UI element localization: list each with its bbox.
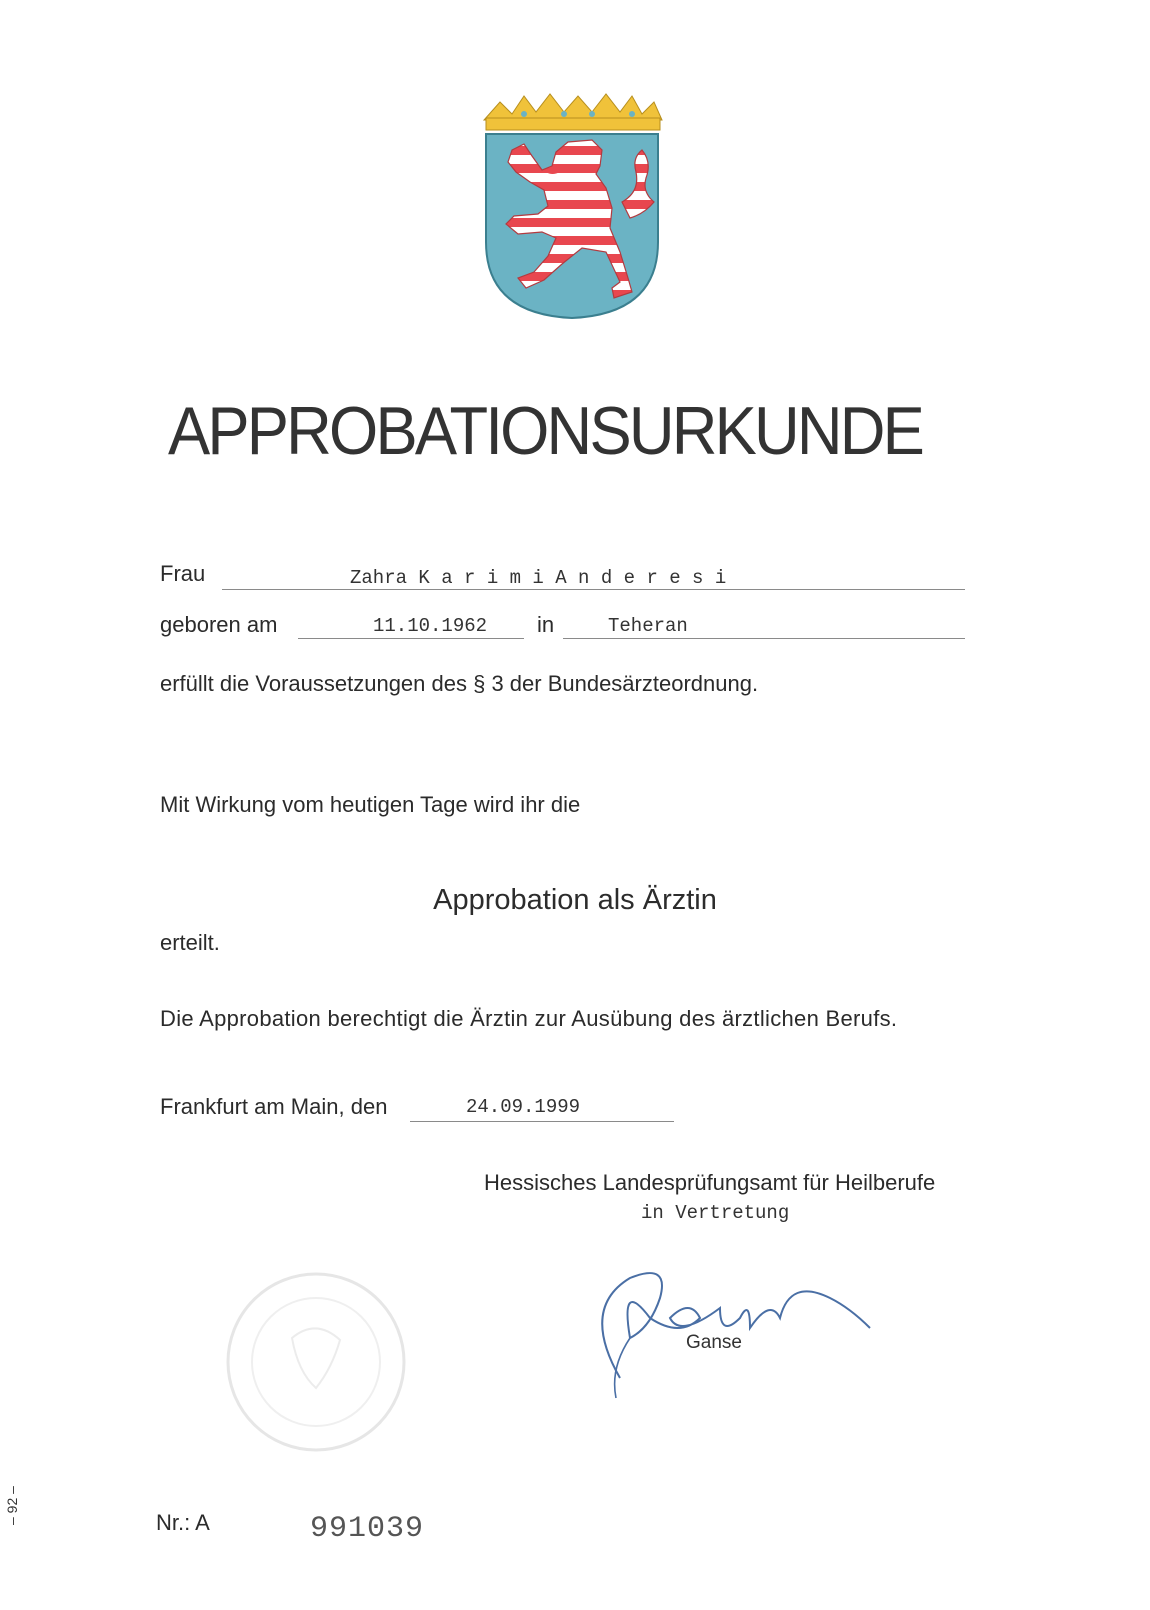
salutation-label: Frau (160, 561, 206, 586)
in-label: in (537, 612, 555, 637)
place-label: Frankfurt am Main, den (160, 1094, 388, 1119)
authority-name: Hessisches Landesprüfungsamt für Heilberufe (484, 1170, 936, 1195)
issue-date: 24.09.1999 (466, 1096, 581, 1118)
name-underline (222, 589, 965, 590)
born-label: geboren am (160, 612, 278, 637)
effect-text: Mit Wirkung vom heutigen Tage wird ihr die (160, 792, 581, 817)
page-mark: – 92 – (4, 1486, 20, 1525)
granted-text: erteilt. (160, 930, 220, 955)
recipient-name: Zahra K a r i m i A n d e r e s i (350, 567, 727, 589)
birth-date-underline (298, 638, 524, 639)
birth-date: 11.10.1962 (373, 615, 488, 637)
approbation-heading: Approbation als Ärztin (433, 884, 717, 916)
embossed-seal-icon (222, 1268, 410, 1456)
entitlement-text: Die Approbation berechtigt die Ärztin zur Ausübung des ärztlichen Berufs. (160, 1006, 898, 1031)
certificate-number: 991039 (310, 1512, 425, 1546)
handwritten-signature-icon (590, 1268, 900, 1418)
number-label: Nr.: A (156, 1510, 210, 1535)
document-title: APPROBATIONSURKUNDE (168, 393, 923, 469)
birth-place-underline (563, 638, 965, 639)
signatory-name: Ganse (686, 1332, 742, 1353)
birth-place: Teheran (608, 615, 688, 637)
requirement-text: erfüllt die Voraussetzungen des § 3 der Bundesärzteordnung. (160, 671, 759, 696)
crown-icon (484, 94, 662, 130)
representation-text: in Vertretung (641, 1202, 790, 1224)
hessen-coat-of-arms-icon (482, 92, 672, 332)
issue-date-underline (410, 1121, 674, 1122)
